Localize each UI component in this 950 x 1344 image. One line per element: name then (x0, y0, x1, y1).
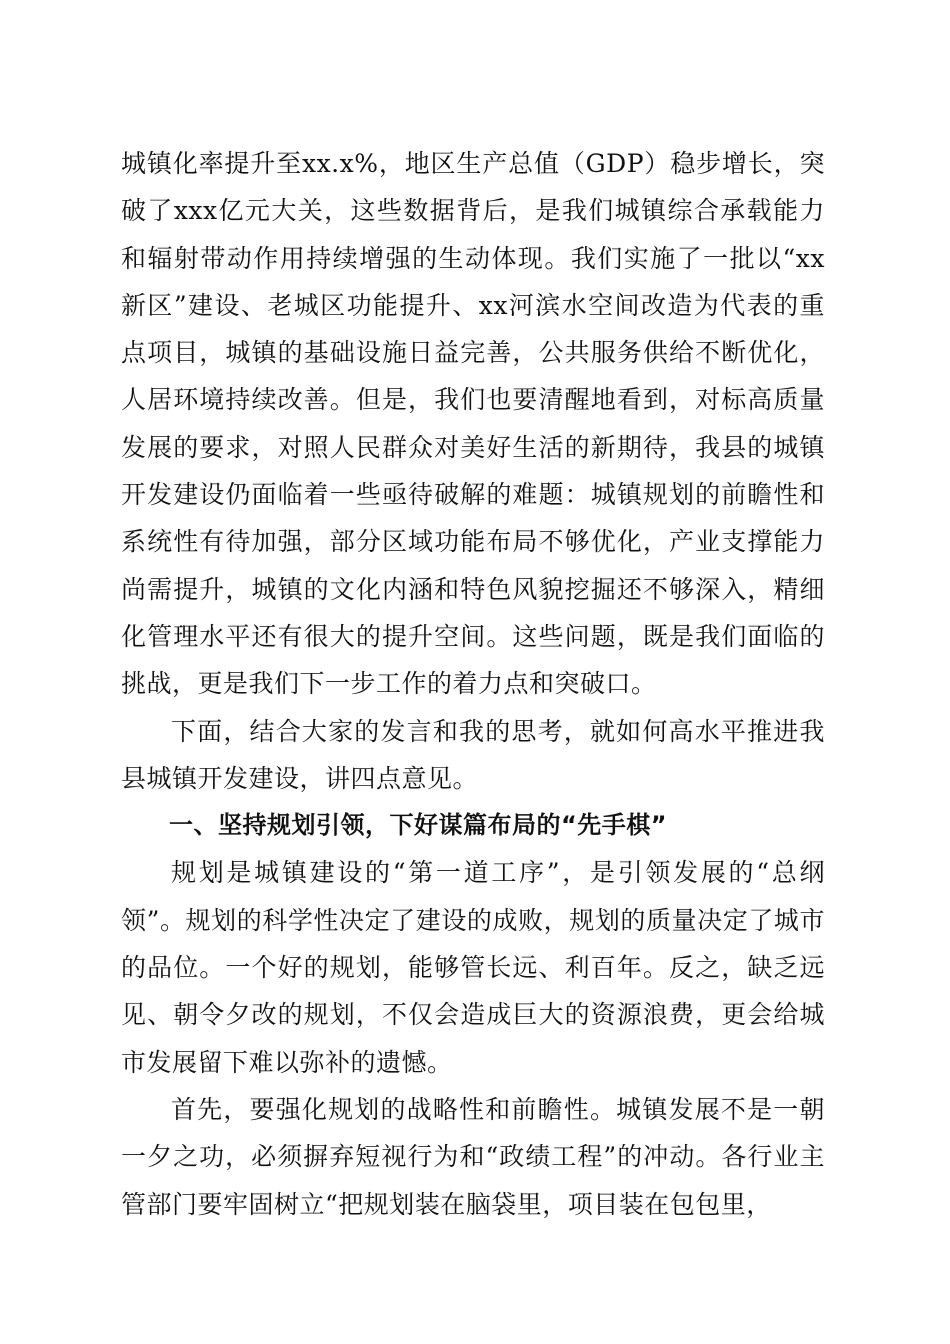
document-body (121, 140, 825, 1228)
section-heading-planning: 一、坚持规划引领，下好谋篇布局的“先手棋” (169, 811, 668, 840)
paragraph-four-opinions-intro: 下面，结合大家的发言和我的思考，就如何高水平推进我县城镇开发建设，讲四点意见。 (121, 716, 825, 793)
paragraph-planning-importance: 规划是城镇建设的“第一道工序”，是引领发展的“总纲领”。规划的科学性决定了建设的成败，规划的质量决定了城市的品位。一个好的规划，能够管长远、利百年。反之，缺乏远见、朝令夕改的规划，不仅会造成巨大的资源浪费，更会给城市发展留下难以弥补的遗憾。 (121, 858, 825, 1077)
paragraph-urbanization-overview: 城镇化率提升至xx.x%，地区生产总值（GDP）稳步增长，突破了xxx亿元大关，这些数据背后，是我们城镇综合承载能力和辐射带动作用持续增强的生动体现。我们实施了一批以“xx新区”建设、老城区功能提升、xx河滨水空间改造为代表的重点项目，城镇的基础设施日益完善，公共服务供给不断优化，人居环境持续改善。但是，我们也要清醒地看到，对标高质量发展的要求，对照人民群众对美好生活的新期待，我县的城镇开发建设仍面临着一些亟待破解的难题：城镇规划的前瞻性和系统性有待加强，部分区域功能布局不够优化，产业支撑能力尚需提升，城镇的文化内涵和特色风貌挖掘还不够深入，精细化管理水平还有很大的提升空间。这些问题，既是我们面临的挑战，更是我们下一步工作的着力点和突破口。 (121, 149, 825, 699)
paragraph-strategic-planning: 首先，要强化规划的战略性和前瞻性。城镇发展不是一朝一夕之功，必须摒弃短视行为和“政绩工程”的冲动。各行业主管部门要牢固树立“把规划装在脑袋里，项目装在包包里， (121, 1094, 825, 1219)
